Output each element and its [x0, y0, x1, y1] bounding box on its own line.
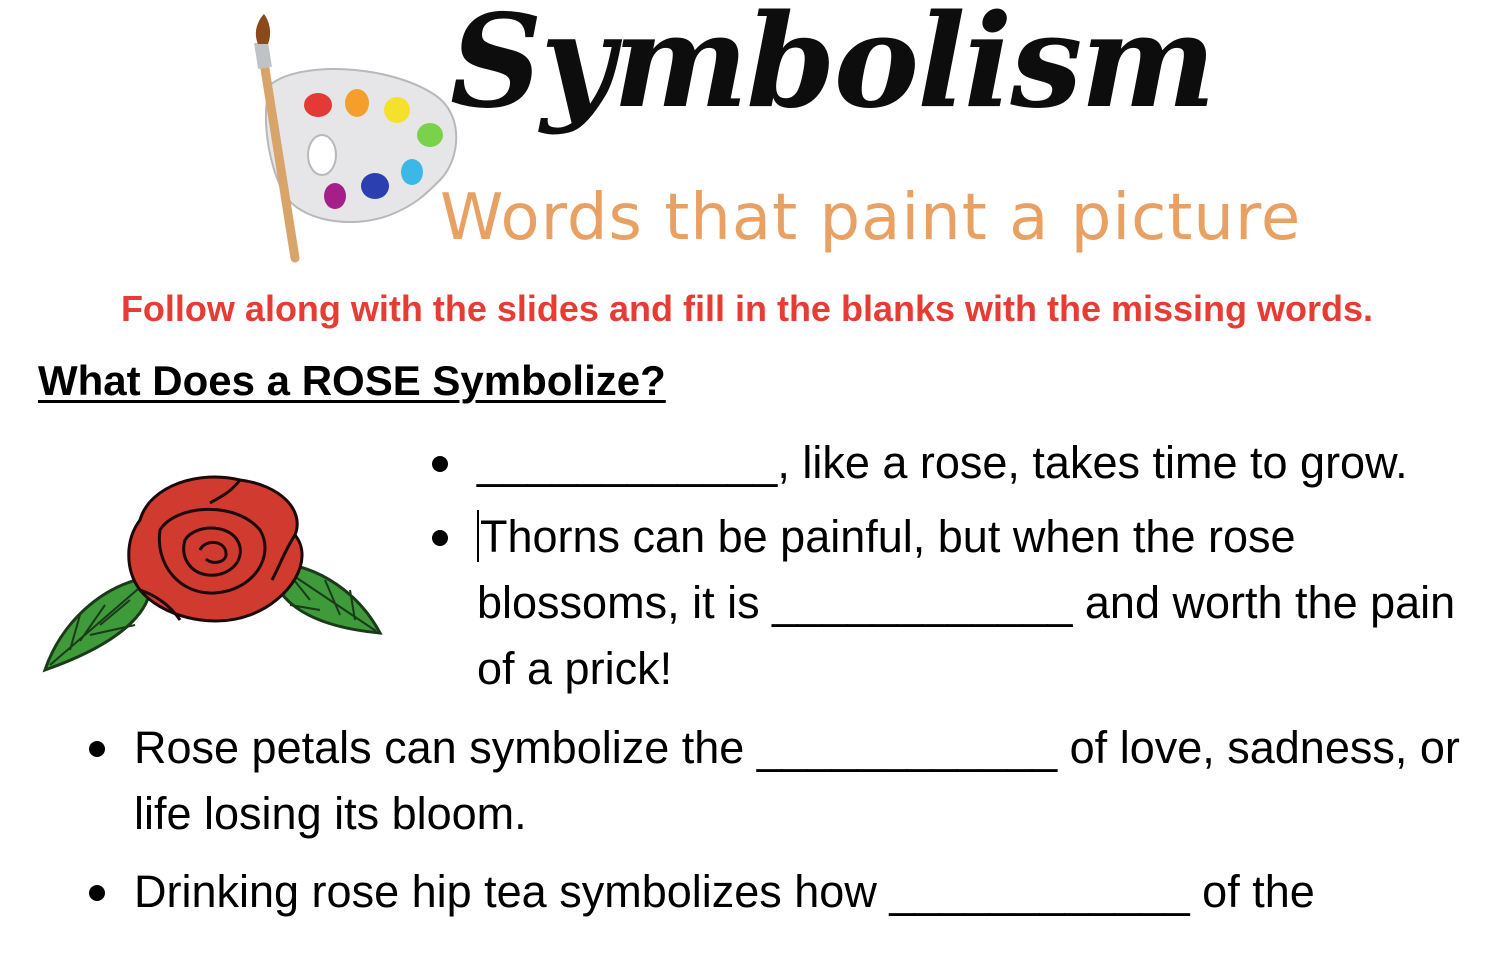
paint-palette-icon	[240, 10, 470, 265]
banner-title: Symbolism	[450, 0, 1214, 137]
bullet-icon	[89, 885, 105, 901]
list-item	[432, 430, 1492, 496]
item-text: of the	[1189, 866, 1315, 917]
item-text: Thorns can be painful, but when the rose blossoms, it is	[477, 511, 1296, 628]
text-cursor	[477, 510, 479, 562]
bullet-icon	[89, 741, 105, 757]
item-text: Rose petals can symbolize the	[134, 722, 757, 773]
instruction-text: Follow along with the slides and fill in the blanks with the missing words.	[120, 288, 1374, 329]
bullet-icon	[432, 456, 448, 472]
item-text: of love, sadness, or life losing its bloom.	[134, 722, 1460, 839]
fill-in-blank[interactable]: ____________	[477, 437, 778, 488]
list-item	[432, 504, 1492, 702]
fill-in-blank[interactable]: ____________	[772, 577, 1073, 628]
section-heading: What Does a ROSE Symbolize?	[38, 357, 666, 404]
item-text: Drinking rose hip tea symbolizes how	[134, 866, 890, 917]
item-text: and worth the pain of a prick!	[477, 577, 1456, 694]
fill-in-blank[interactable]: ____________	[889, 866, 1190, 917]
bullet-icon	[432, 530, 448, 546]
symbolism-banner	[240, 0, 1302, 265]
fill-in-blank[interactable]: ____________	[756, 722, 1058, 773]
rose-bullet-list	[432, 430, 1492, 710]
item-text: , like a rose, takes time to grow.	[777, 437, 1408, 488]
rose-bullet-list-continued	[89, 715, 1479, 937]
list-item	[89, 859, 1479, 925]
banner-subtitle: Words that paint a picture	[440, 181, 1302, 255]
rose-illustration	[40, 465, 385, 675]
list-item	[89, 715, 1479, 847]
